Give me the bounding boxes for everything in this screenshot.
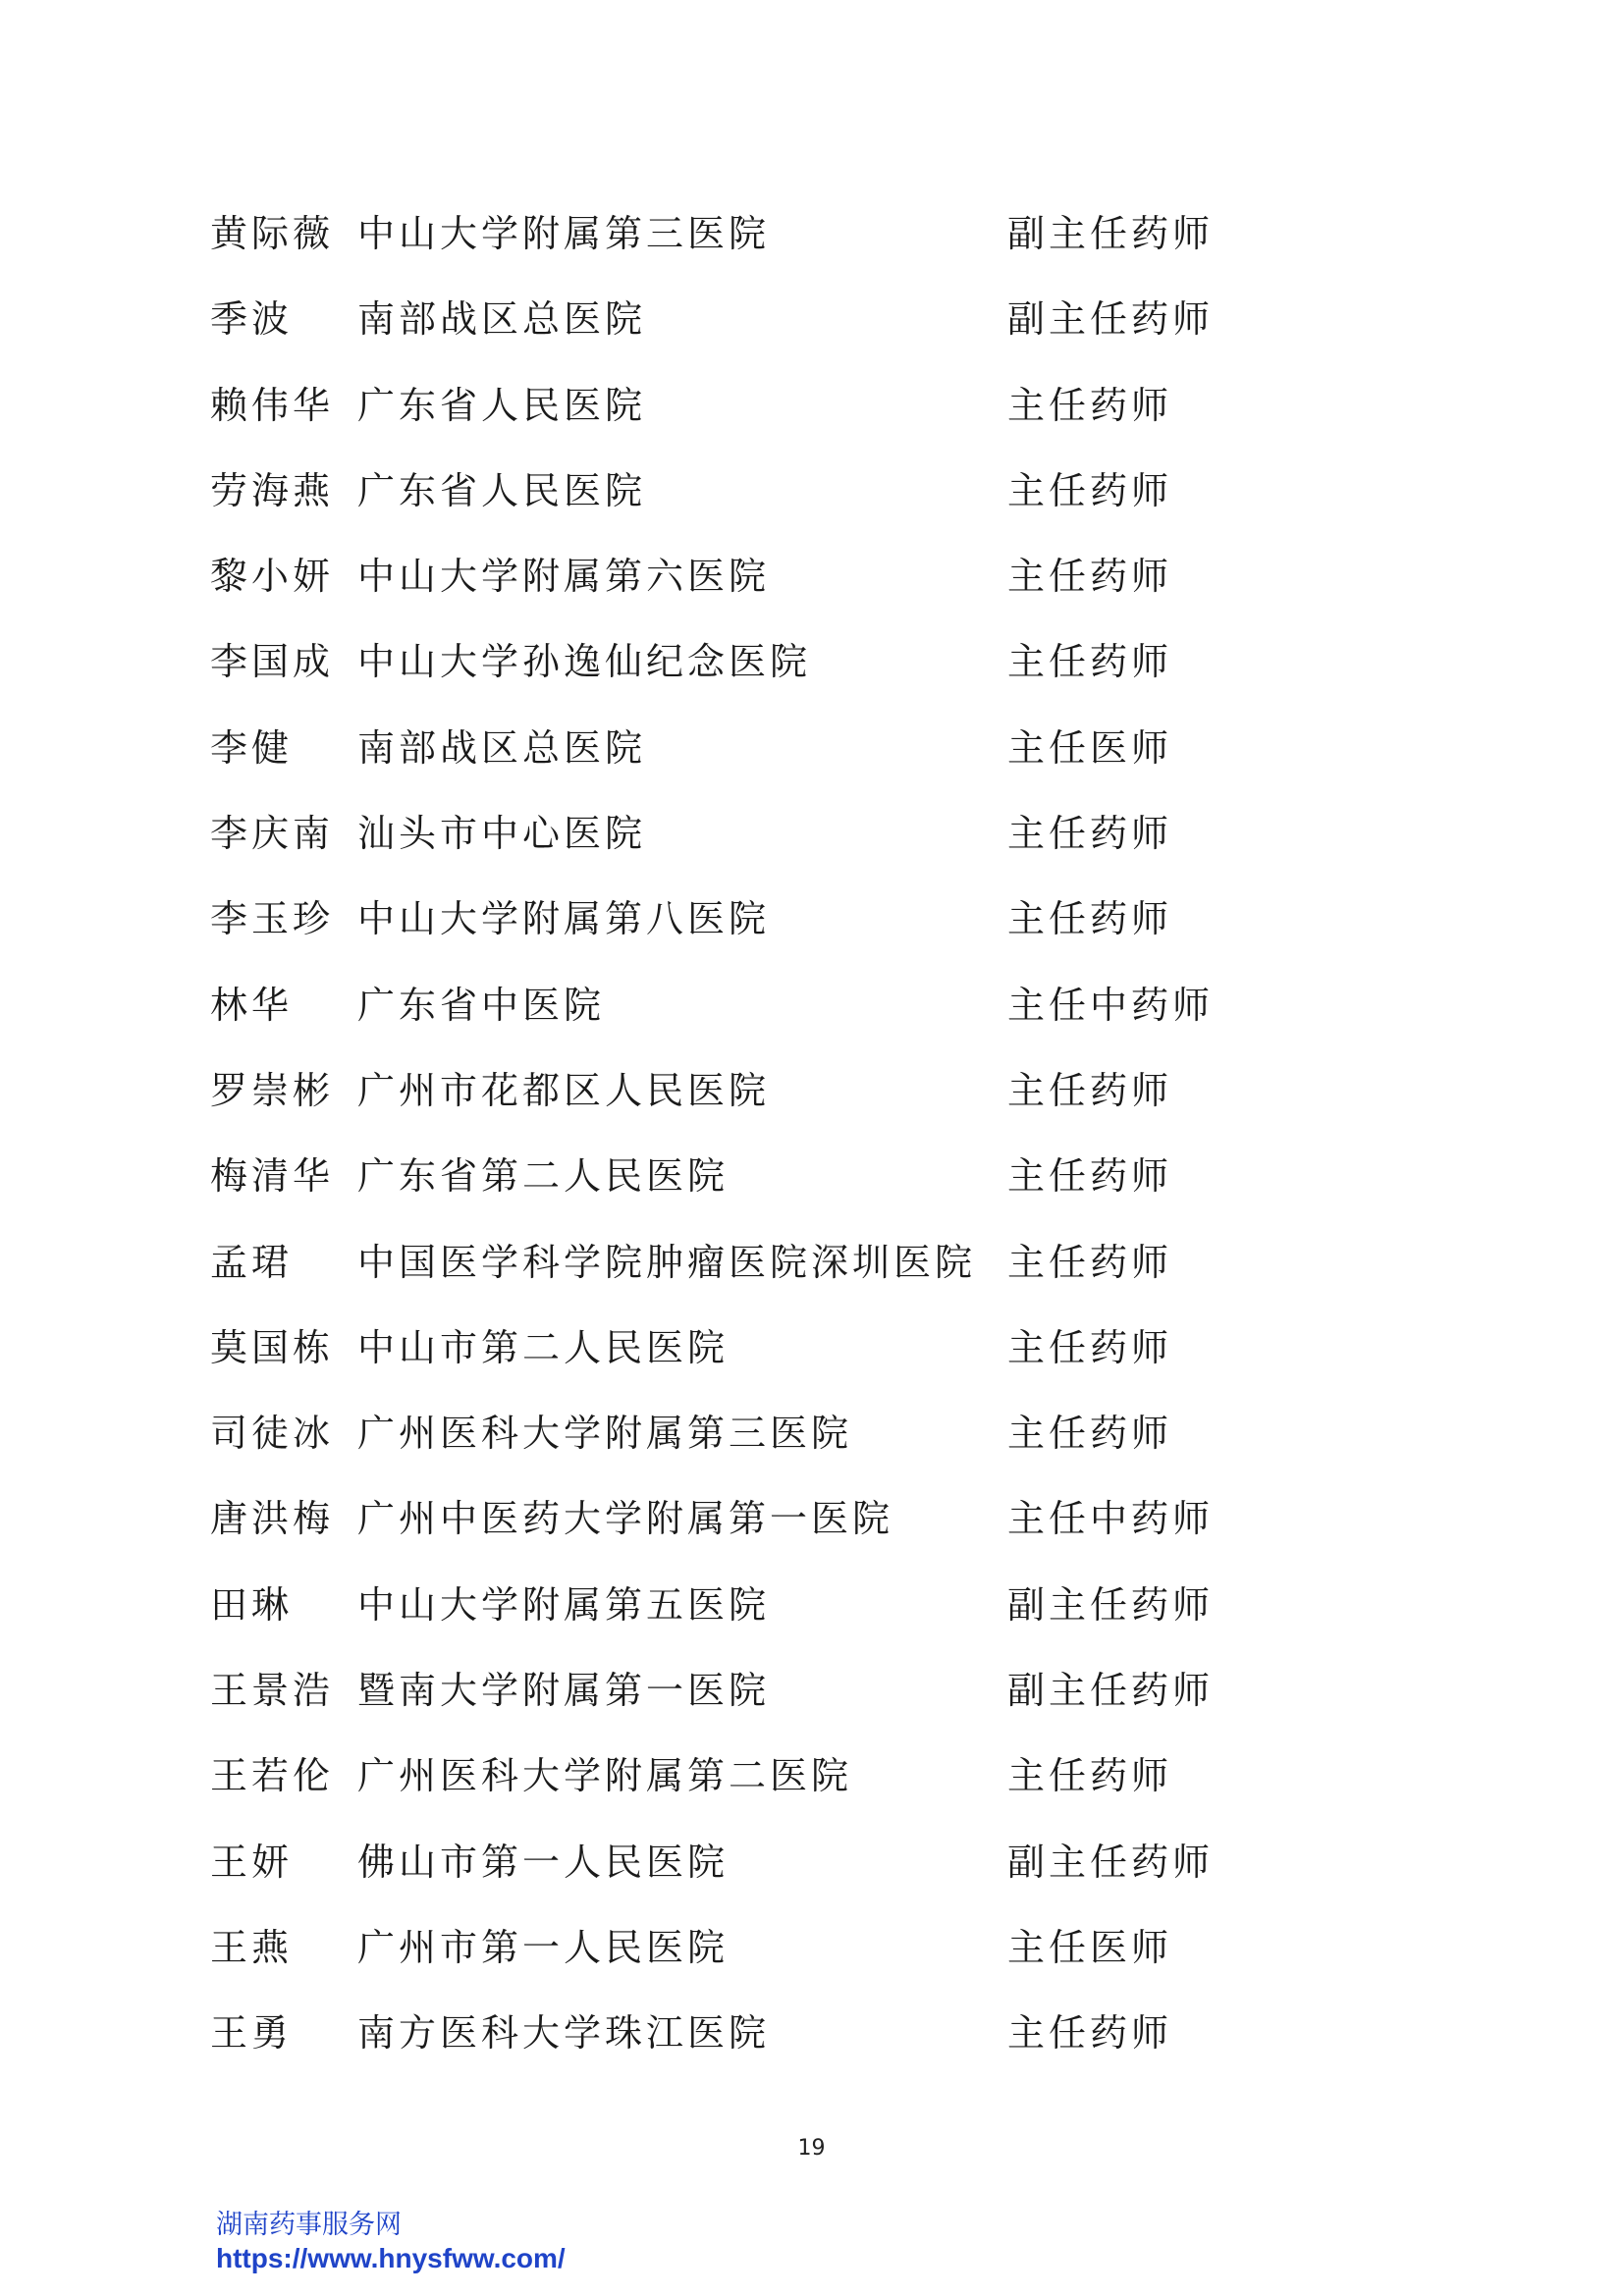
job-title: 副主任药师 (1007, 1669, 1215, 1713)
list-item (210, 2005, 1290, 2091)
hospital-name: 中山市第二人民医院 (357, 1325, 730, 1369)
list-item (210, 1148, 1290, 1234)
hospital-name: 广东省第二人民医院 (357, 1154, 730, 1199)
job-title: 主任中药师 (1007, 983, 1215, 1027)
footer-site-name: 湖南药事服务网 (216, 2210, 402, 2240)
hospital-name: 中山大学孙逸仙纪念医院 (357, 640, 812, 684)
hospital-name: 广州市第一人民医院 (357, 1925, 730, 1969)
expert-name: 罗崇彬 (210, 1068, 335, 1112)
expert-name: 林华 (210, 983, 294, 1027)
job-title: 副主任药师 (1007, 297, 1215, 342)
hospital-name: 汕头市中心医院 (357, 812, 647, 856)
hospital-name: 广东省中医院 (357, 983, 606, 1027)
job-title: 副主任药师 (1007, 1582, 1215, 1627)
expert-list (210, 206, 1290, 2092)
list-item (210, 463, 1290, 549)
expert-name: 王妍 (210, 1840, 294, 1884)
hospital-name: 中山大学附属第三医院 (357, 212, 771, 255)
footer (216, 2209, 566, 2275)
job-title: 主任药师 (1007, 468, 1173, 512)
hospital-name: 广州医科大学附属第二医院 (357, 1754, 853, 1798)
expert-name: 劳海燕 (210, 468, 335, 512)
job-title: 主任药师 (1007, 897, 1173, 941)
job-title: 主任医师 (1007, 1925, 1173, 1969)
job-title: 主任药师 (1007, 2011, 1173, 2056)
footer-url-link[interactable]: https://www.hnysfww.com/ (216, 2243, 566, 2273)
expert-name: 梅清华 (210, 1154, 335, 1199)
expert-name: 王若伦 (210, 1754, 335, 1798)
expert-name: 季波 (210, 297, 294, 342)
expert-name: 李玉珍 (210, 897, 335, 941)
job-title: 主任药师 (1007, 1068, 1173, 1112)
hospital-name: 广州医科大学附属第三医院 (357, 1412, 853, 1456)
expert-name: 王景浩 (210, 1669, 335, 1713)
list-item (210, 1577, 1290, 1663)
hospital-name: 中山大学附属第六医院 (357, 555, 771, 599)
list-item (210, 806, 1290, 891)
list-item (210, 1748, 1290, 1834)
list-item (210, 978, 1290, 1063)
hospital-name: 中山大学附属第五医院 (357, 1582, 771, 1627)
expert-name: 王勇 (210, 2011, 294, 2056)
hospital-name: 广东省人民医院 (357, 468, 647, 512)
job-title: 主任药师 (1007, 1154, 1173, 1199)
expert-name: 李国成 (210, 640, 335, 684)
list-item (210, 378, 1290, 463)
job-title: 副主任药师 (1007, 212, 1215, 255)
list-item (210, 1235, 1290, 1320)
job-title: 主任药师 (1007, 383, 1173, 427)
expert-name: 黄际薇 (210, 212, 335, 255)
list-item (210, 1835, 1290, 1920)
list-item (210, 634, 1290, 720)
list-item (210, 549, 1290, 634)
hospital-name: 南部战区总医院 (357, 725, 647, 770)
hospital-name: 暨南大学附属第一医院 (357, 1669, 771, 1713)
hospital-name: 广州中医药大学附属第一医院 (357, 1497, 894, 1541)
job-title: 主任药师 (1007, 1754, 1173, 1798)
expert-name: 李健 (210, 725, 294, 770)
hospital-name: 广州市花都区人民医院 (357, 1068, 771, 1112)
expert-name: 赖伟华 (210, 383, 335, 427)
list-item (210, 206, 1290, 292)
job-title: 主任中药师 (1007, 1497, 1215, 1541)
list-item (210, 1406, 1290, 1491)
hospital-name: 中山大学附属第八医院 (357, 897, 771, 941)
list-item (210, 721, 1290, 806)
job-title: 主任药师 (1007, 1240, 1173, 1284)
hospital-name: 广东省人民医院 (357, 383, 647, 427)
job-title: 主任药师 (1007, 640, 1173, 684)
list-item (210, 1320, 1290, 1406)
page-number: 19 (797, 2136, 826, 2161)
list-item (210, 891, 1290, 977)
list-item (210, 1063, 1290, 1148)
expert-name: 王燕 (210, 1925, 294, 1969)
hospital-name: 南方医科大学珠江医院 (357, 2011, 771, 2056)
job-title: 副主任药师 (1007, 1840, 1215, 1884)
expert-name: 孟珺 (210, 1240, 294, 1284)
job-title: 主任药师 (1007, 1412, 1173, 1456)
hospital-name: 南部战区总医院 (357, 297, 647, 342)
job-title: 主任医师 (1007, 725, 1173, 770)
job-title: 主任药师 (1007, 1325, 1173, 1369)
hospital-name: 中国医学科学院肿瘤医院深圳医院 (357, 1240, 977, 1284)
list-item (210, 1663, 1290, 1748)
expert-name: 司徒冰 (210, 1412, 335, 1456)
expert-name: 李庆南 (210, 812, 335, 856)
job-title: 主任药师 (1007, 812, 1173, 856)
list-item (210, 1920, 1290, 2005)
hospital-name: 佛山市第一人民医院 (357, 1840, 730, 1884)
list-item (210, 1491, 1290, 1576)
expert-name: 莫国栋 (210, 1325, 335, 1369)
expert-name: 唐洪梅 (210, 1497, 335, 1541)
expert-name: 黎小妍 (210, 555, 335, 599)
list-item (210, 292, 1290, 377)
job-title: 主任药师 (1007, 555, 1173, 599)
expert-name: 田琳 (210, 1582, 294, 1627)
